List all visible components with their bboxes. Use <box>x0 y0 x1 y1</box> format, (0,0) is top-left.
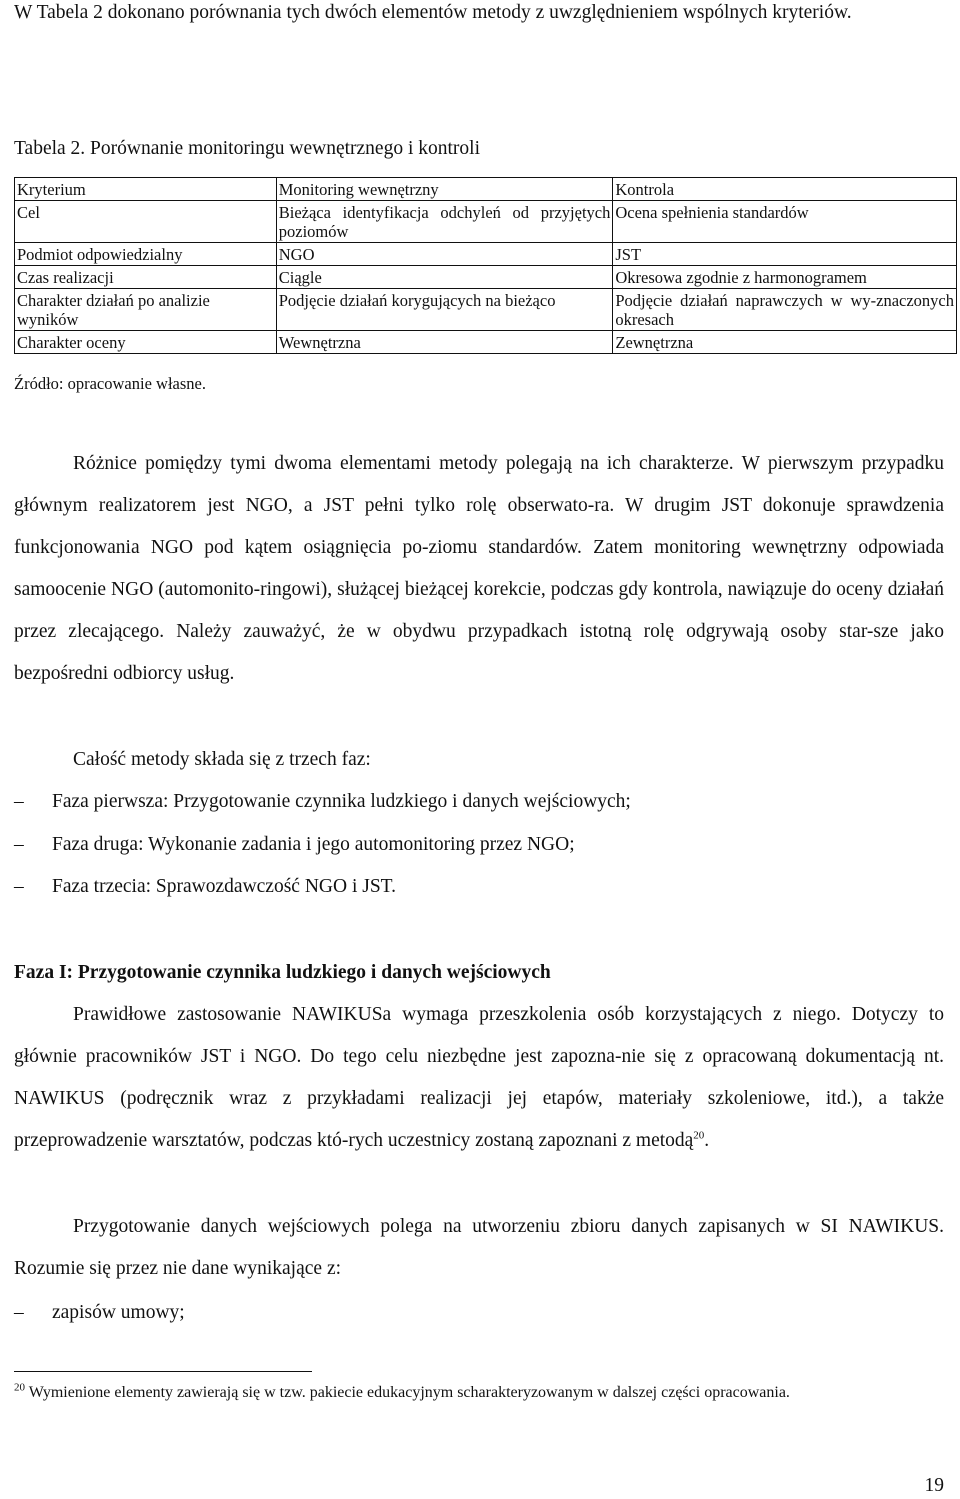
table-cell: Czas realizacji <box>15 266 277 289</box>
table-cell: Podjęcie działań korygujących na bieżąco <box>276 289 613 331</box>
footnote-text: Wymienione elementy zawierają się w tzw. pakiecie edukacyjnym scharakteryzowanym w dalszej części opracowania. <box>28 1384 790 1401</box>
table-row <box>15 331 957 354</box>
dash-bullet: – <box>14 834 24 855</box>
section-heading: Faza I: Przygotowanie czynnika ludzkiego i danych wejściowych <box>14 962 551 983</box>
table-row <box>15 266 957 289</box>
table-header-row <box>15 178 957 201</box>
phase-2: Faza druga: Wykonanie zadania i jego automonitoring przez NGO; <box>52 834 575 855</box>
list-item <box>14 824 575 866</box>
list-item <box>14 866 396 908</box>
header-cell: Kontrola <box>613 178 957 201</box>
table-source: Źródło: opracowanie własne. <box>14 374 206 393</box>
header-cell: Monitoring wewnętrzny <box>276 178 613 201</box>
paragraph-phase-1 <box>14 994 944 1162</box>
dash-bullet: – <box>14 791 24 812</box>
paragraph-differences: Różnice pomiędzy tymi dwoma elementami metody polegają na ich charakterze. W pierwszym przypadku głównym realizatorem jest NGO, a JST pełni tylko rolę obserwato-ra. W drugim JST dokonuje sprawdzenia funkcjonowania NGO pod kątem osiągnięcia po-ziomu standardów. Zatem monitoring wewnętrzny odpowiada samoocenie NGO (automonito-ringowi), służącej bieżącej korekcie, podczas gdy kontrola, nawiązuje do oceny działań przez zlecającego. Należy zauważyć, że w obydwu przypadkach istotną rolę odgrywają osoby star-sze jako bezpośredni odbiorcy usług. <box>14 453 944 684</box>
paragraph-phase-1-text: Prawidłowe zastosowanie NAWIKUSa wymaga przeszkolenia osób korzystających z niego. Dotyczy to głównie pracowników JST i NGO. Do tego celu niezbędne jest zapozna-nie się z opracowaną dokumentacją nt. NAWIKUS (podręcznik wraz z przykładami realizacji jej etapów, materiały szkoleniowe, itd.), a także przeprowadzenie warsztatów, podczas któ-rych uczestnicy zostaną zapoznani z metodą <box>14 1004 944 1151</box>
phases-intro: Całość metody składa się z trzech faz: <box>73 749 371 770</box>
intro-paragraph: W Tabela 2 dokonano porównania tych dwóch elementów metody z uwzględnieniem wspólnych kryteriów. <box>14 2 852 23</box>
table-cell: Ciągle <box>276 266 613 289</box>
table-cell: Ocena spełnienia standardów <box>613 201 957 243</box>
table-cell: NGO <box>276 243 613 266</box>
table-row <box>15 289 957 331</box>
list-item <box>14 781 631 823</box>
table-caption: Tabela 2. Porównanie monitoringu wewnętrznego i kontroli <box>14 138 480 159</box>
table-cell: Charakter działań po analizie wyników <box>15 289 277 331</box>
list-item-text: zapisów umowy; <box>52 1302 185 1323</box>
dash-bullet: – <box>14 1302 24 1323</box>
paragraph-phase-1-end: . <box>704 1130 710 1151</box>
header-cell: Kryterium <box>15 178 277 201</box>
table-cell: Wewnętrzna <box>276 331 613 354</box>
table-cell: Zewnętrzna <box>613 331 957 354</box>
list-item <box>14 1292 185 1334</box>
footnote-divider <box>14 1371 312 1372</box>
table-cell: Bieżąca identyfikacja odchyleń od przyjętych poziomów <box>276 201 613 243</box>
footnote-reference[interactable]: 20 <box>693 1129 705 1142</box>
table-cell: Podmiot odpowiedzialny <box>15 243 277 266</box>
table-cell: Okresowa zgodnie z harmonogramem <box>613 266 957 289</box>
table-cell: Podjęcie działań naprawczych w wy-znaczonych okresach <box>613 289 957 331</box>
table-row <box>15 201 957 243</box>
table-cell: JST <box>613 243 957 266</box>
paragraph-input-data: Przygotowanie danych wejściowych polega na utworzeniu zbioru danych zapisanych w SI NAWIKUS. Rozumie się przez nie dane wynikające z: <box>14 1216 944 1279</box>
table-cell: Cel <box>15 201 277 243</box>
footnote <box>14 1382 944 1404</box>
comparison-table <box>14 177 957 354</box>
dash-bullet: – <box>14 876 24 897</box>
table-cell: Charakter oceny <box>15 331 277 354</box>
phase-1: Faza pierwsza: Przygotowanie czynnika ludzkiego i danych wejściowych; <box>52 791 631 812</box>
table-row <box>15 243 957 266</box>
footnote-number: 20 <box>14 1381 25 1394</box>
phase-3: Faza trzecia: Sprawozdawczość NGO i JST. <box>52 876 397 897</box>
page-number: 19 <box>924 1475 944 1496</box>
